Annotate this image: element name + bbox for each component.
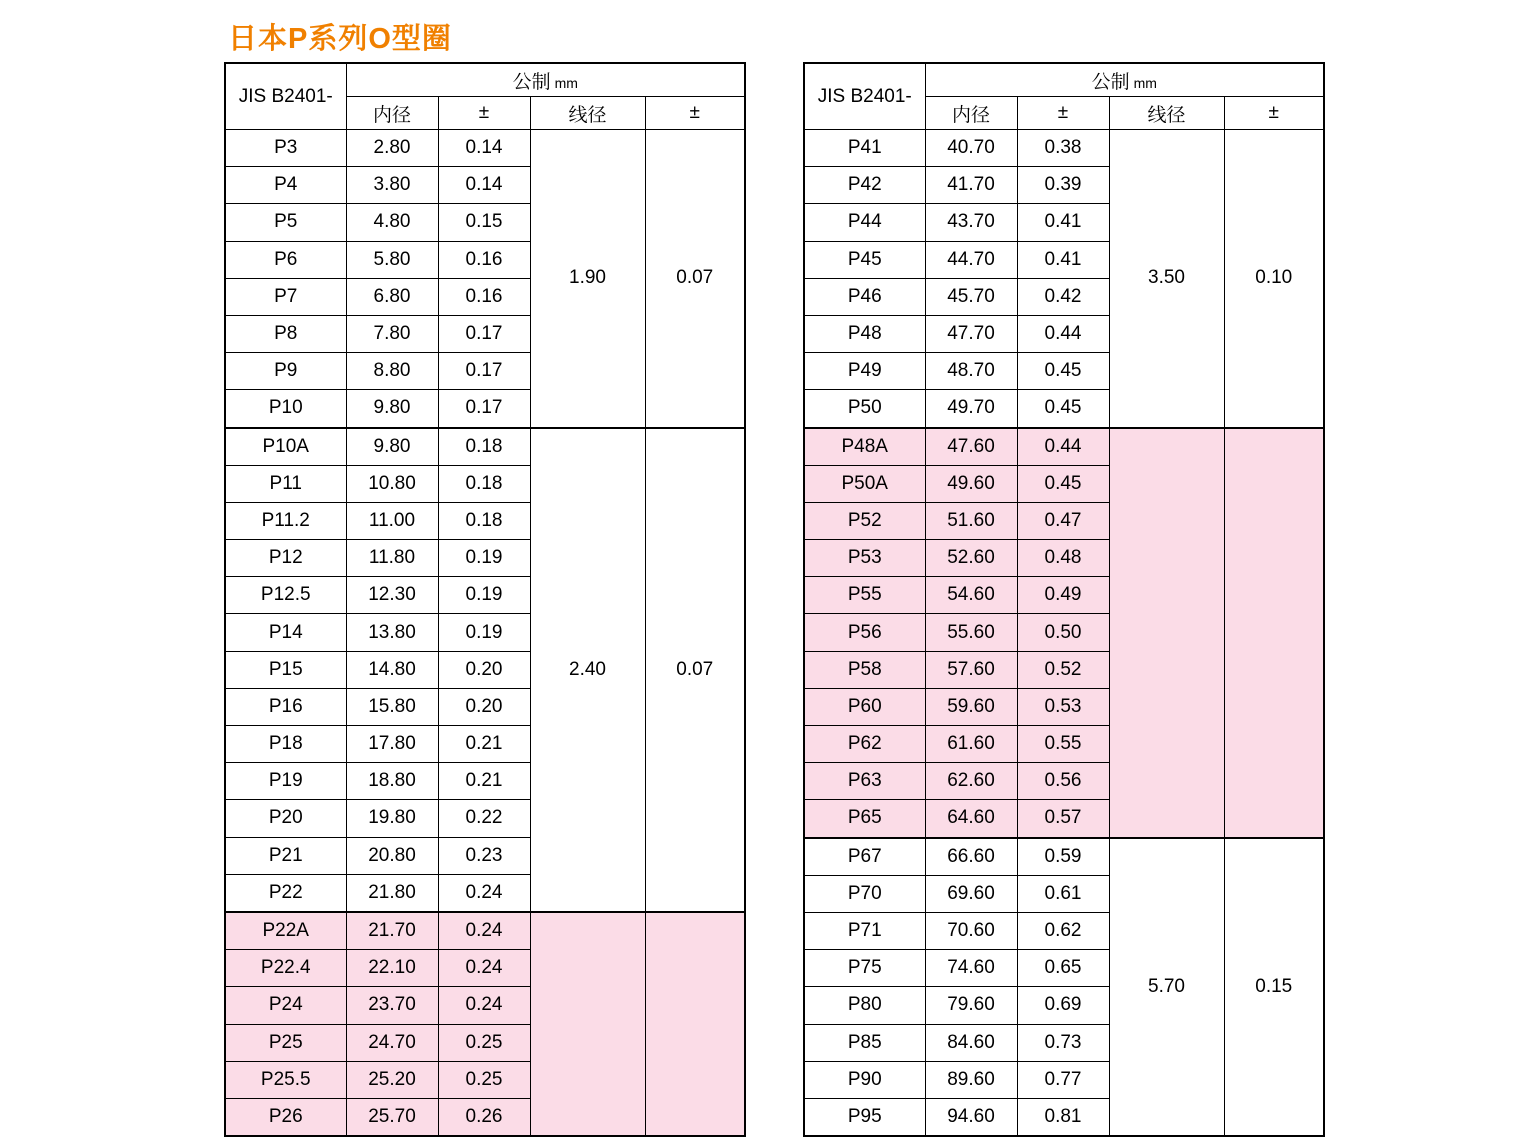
cell-id-tolerance: 0.17: [438, 353, 530, 390]
cell-id-tolerance: 0.49: [1017, 577, 1109, 614]
cell-id-tolerance: 0.25: [438, 1061, 530, 1098]
table-row: [225, 130, 745, 167]
cell-code: P11.2: [225, 502, 346, 539]
cell-inner-diameter: 41.70: [925, 167, 1017, 204]
cell-id-tolerance: 0.18: [438, 465, 530, 502]
header-wire-tolerance-left: ±: [645, 97, 745, 130]
cell-id-tolerance: 0.14: [438, 167, 530, 204]
cell-id-tolerance: 0.18: [438, 502, 530, 539]
cell-code: P55: [804, 577, 925, 614]
cell-wire-diameter: 3.50: [1109, 130, 1224, 428]
cell-code: P62: [804, 726, 925, 763]
cell-code: P48: [804, 315, 925, 352]
cell-id-tolerance: 0.38: [1017, 130, 1109, 167]
cell-inner-diameter: 84.60: [925, 1024, 1017, 1061]
cell-code: P25.5: [225, 1061, 346, 1098]
cell-id-tolerance: 0.26: [438, 1098, 530, 1136]
cell-inner-diameter: 9.80: [346, 390, 438, 428]
cell-id-tolerance: 0.22: [438, 800, 530, 837]
cell-code: P24: [225, 987, 346, 1024]
cell-inner-diameter: 19.80: [346, 800, 438, 837]
cell-code: P70: [804, 875, 925, 912]
table-body-right: [804, 130, 1324, 1137]
cell-code: P95: [804, 1098, 925, 1136]
cell-inner-diameter: 52.60: [925, 540, 1017, 577]
cell-code: P9: [225, 353, 346, 390]
cell-code: P12.5: [225, 577, 346, 614]
cell-code: P16: [225, 688, 346, 725]
cell-code: P22A: [225, 912, 346, 950]
cell-code: P52: [804, 502, 925, 539]
header-id-tolerance-left: ±: [438, 97, 530, 130]
cell-inner-diameter: 17.80: [346, 726, 438, 763]
table-row: [804, 130, 1324, 167]
cell-id-tolerance: 0.69: [1017, 987, 1109, 1024]
cell-id-tolerance: 0.44: [1017, 428, 1109, 466]
cell-code: P75: [804, 950, 925, 987]
cell-inner-diameter: 9.80: [346, 428, 438, 466]
cell-code: P11: [225, 465, 346, 502]
cell-inner-diameter: 61.60: [925, 726, 1017, 763]
cell-id-tolerance: 0.24: [438, 950, 530, 987]
header-inner-diameter-left: 内径: [346, 97, 438, 130]
cell-code: P71: [804, 912, 925, 949]
table-header-left: [225, 63, 745, 130]
header-id-tolerance-right: ±: [1017, 97, 1109, 130]
cell-id-tolerance: 0.17: [438, 315, 530, 352]
cell-id-tolerance: 0.16: [438, 278, 530, 315]
cell-inner-diameter: 11.80: [346, 540, 438, 577]
cell-inner-diameter: 8.80: [346, 353, 438, 390]
cell-code: P26: [225, 1098, 346, 1136]
cell-code: P90: [804, 1061, 925, 1098]
page-title: 日本P系列O型圈: [228, 23, 452, 55]
cell-wire-diameter: 5.70: [1109, 838, 1224, 1137]
cell-code: P25: [225, 1024, 346, 1061]
cell-code: P10A: [225, 428, 346, 466]
cell-code: P7: [225, 278, 346, 315]
cell-inner-diameter: 45.70: [925, 278, 1017, 315]
cell-id-tolerance: 0.48: [1017, 540, 1109, 577]
cell-code: P65: [804, 800, 925, 838]
cell-inner-diameter: 54.60: [925, 577, 1017, 614]
cell-wire-diameter: 1.90: [530, 130, 645, 428]
cell-id-tolerance: 0.45: [1017, 465, 1109, 502]
cell-code: P10: [225, 390, 346, 428]
cell-code: P12: [225, 540, 346, 577]
cell-code: P67: [804, 838, 925, 876]
table-row: [804, 428, 1324, 466]
cell-code: P46: [804, 278, 925, 315]
cell-id-tolerance: 0.15: [438, 204, 530, 241]
cell-id-tolerance: 0.25: [438, 1024, 530, 1061]
cell-id-tolerance: 0.24: [438, 874, 530, 912]
cell-inner-diameter: 24.70: [346, 1024, 438, 1061]
cell-code: P45: [804, 241, 925, 278]
cell-inner-diameter: 59.60: [925, 688, 1017, 725]
cell-code: P5: [225, 204, 346, 241]
oring-table-right: [803, 62, 1325, 1137]
cell-code: P22: [225, 874, 346, 912]
table-row: [804, 838, 1324, 876]
cell-code: P42: [804, 167, 925, 204]
cell-code: P18: [225, 726, 346, 763]
cell-id-tolerance: 0.73: [1017, 1024, 1109, 1061]
cell-code: P22.4: [225, 950, 346, 987]
cell-inner-diameter: 22.10: [346, 950, 438, 987]
header-wire-diameter-right: 线径: [1109, 97, 1224, 130]
cell-inner-diameter: 62.60: [925, 763, 1017, 800]
cell-inner-diameter: 43.70: [925, 204, 1017, 241]
cell-id-tolerance: 0.41: [1017, 204, 1109, 241]
cell-inner-diameter: 2.80: [346, 130, 438, 167]
cell-code: P19: [225, 763, 346, 800]
cell-code: P63: [804, 763, 925, 800]
cell-inner-diameter: 57.60: [925, 651, 1017, 688]
cell-id-tolerance: 0.53: [1017, 688, 1109, 725]
cell-inner-diameter: 47.60: [925, 428, 1017, 466]
cell-code: P6: [225, 241, 346, 278]
cell-code: P53: [804, 540, 925, 577]
cell-code: P44: [804, 204, 925, 241]
header-wire-tolerance-right: ±: [1224, 97, 1324, 130]
cell-id-tolerance: 0.44: [1017, 315, 1109, 352]
cell-inner-diameter: 14.80: [346, 651, 438, 688]
cell-inner-diameter: 12.30: [346, 577, 438, 614]
cell-id-tolerance: 0.17: [438, 390, 530, 428]
cell-code: P49: [804, 353, 925, 390]
header-metric-unit: mm: [1133, 74, 1157, 91]
cell-id-tolerance: 0.20: [438, 651, 530, 688]
table-row: [225, 428, 745, 466]
cell-inner-diameter: 5.80: [346, 241, 438, 278]
cell-code: P56: [804, 614, 925, 651]
cell-code: P80: [804, 987, 925, 1024]
header-wire-diameter-left: 线径: [530, 97, 645, 130]
cell-inner-diameter: 89.60: [925, 1061, 1017, 1098]
cell-inner-diameter: 11.00: [346, 502, 438, 539]
cell-id-tolerance: 0.23: [438, 837, 530, 874]
cell-code: P48A: [804, 428, 925, 466]
cell-inner-diameter: 7.80: [346, 315, 438, 352]
cell-inner-diameter: 47.70: [925, 315, 1017, 352]
cell-inner-diameter: 44.70: [925, 241, 1017, 278]
table-body-left: [225, 130, 745, 1137]
cell-id-tolerance: 0.77: [1017, 1061, 1109, 1098]
cell-code: P4: [225, 167, 346, 204]
cell-inner-diameter: 20.80: [346, 837, 438, 874]
cell-inner-diameter: 25.20: [346, 1061, 438, 1098]
cell-wire-tolerance: [1224, 428, 1324, 838]
cell-inner-diameter: 25.70: [346, 1098, 438, 1136]
cell-inner-diameter: 4.80: [346, 204, 438, 241]
cell-inner-diameter: 13.80: [346, 614, 438, 651]
table-row: [225, 912, 745, 950]
cell-inner-diameter: 3.80: [346, 167, 438, 204]
cell-inner-diameter: 49.70: [925, 390, 1017, 428]
cell-inner-diameter: 23.70: [346, 987, 438, 1024]
left-table-holder: [224, 62, 746, 1137]
cell-code: P85: [804, 1024, 925, 1061]
cell-code: P60: [804, 688, 925, 725]
cell-inner-diameter: 51.60: [925, 502, 1017, 539]
cell-inner-diameter: 69.60: [925, 875, 1017, 912]
cell-code: P50: [804, 390, 925, 428]
oring-table-left: [224, 62, 746, 1137]
cell-inner-diameter: 55.60: [925, 614, 1017, 651]
cell-id-tolerance: 0.39: [1017, 167, 1109, 204]
cell-id-tolerance: 0.81: [1017, 1098, 1109, 1136]
cell-code: P8: [225, 315, 346, 352]
cell-id-tolerance: 0.47: [1017, 502, 1109, 539]
cell-inner-diameter: 18.80: [346, 763, 438, 800]
cell-id-tolerance: 0.14: [438, 130, 530, 167]
cell-id-tolerance: 0.20: [438, 688, 530, 725]
cell-inner-diameter: 64.60: [925, 800, 1017, 838]
cell-wire-tolerance: 0.10: [1224, 130, 1324, 428]
cell-id-tolerance: 0.52: [1017, 651, 1109, 688]
cell-id-tolerance: 0.59: [1017, 838, 1109, 876]
cell-inner-diameter: 21.80: [346, 874, 438, 912]
cell-inner-diameter: 94.60: [925, 1098, 1017, 1136]
header-metric-left: [346, 63, 745, 97]
cell-id-tolerance: 0.50: [1017, 614, 1109, 651]
cell-id-tolerance: 0.61: [1017, 875, 1109, 912]
header-metric-unit: mm: [554, 74, 578, 91]
header-inner-diameter-right: 内径: [925, 97, 1017, 130]
cell-code: P14: [225, 614, 346, 651]
cell-code: P3: [225, 130, 346, 167]
cell-wire-tolerance: 0.15: [1224, 838, 1324, 1137]
cell-id-tolerance: 0.45: [1017, 390, 1109, 428]
cell-inner-diameter: 10.80: [346, 465, 438, 502]
cell-code: P21: [225, 837, 346, 874]
cell-id-tolerance: 0.16: [438, 241, 530, 278]
header-code-right: JIS B2401-: [804, 63, 925, 130]
cell-id-tolerance: 0.57: [1017, 800, 1109, 838]
cell-id-tolerance: 0.42: [1017, 278, 1109, 315]
cell-id-tolerance: 0.18: [438, 428, 530, 466]
cell-code: P50A: [804, 465, 925, 502]
header-metric-label: 公制: [512, 71, 551, 93]
cell-id-tolerance: 0.65: [1017, 950, 1109, 987]
cell-id-tolerance: 0.56: [1017, 763, 1109, 800]
cell-code: P20: [225, 800, 346, 837]
cell-wire-tolerance: 0.07: [645, 130, 745, 428]
right-table-holder: [803, 62, 1325, 1137]
cell-id-tolerance: 0.45: [1017, 353, 1109, 390]
cell-inner-diameter: 15.80: [346, 688, 438, 725]
cell-code: P15: [225, 651, 346, 688]
cell-id-tolerance: 0.21: [438, 726, 530, 763]
cell-inner-diameter: 79.60: [925, 987, 1017, 1024]
cell-code: P41: [804, 130, 925, 167]
cell-inner-diameter: 40.70: [925, 130, 1017, 167]
cell-inner-diameter: 66.60: [925, 838, 1017, 876]
cell-id-tolerance: 0.41: [1017, 241, 1109, 278]
cell-wire-tolerance: [645, 912, 745, 1136]
cell-inner-diameter: 70.60: [925, 912, 1017, 949]
header-code-left: JIS B2401-: [225, 63, 346, 130]
table-header-right: [804, 63, 1324, 130]
cell-inner-diameter: 6.80: [346, 278, 438, 315]
cell-inner-diameter: 48.70: [925, 353, 1017, 390]
cell-inner-diameter: 21.70: [346, 912, 438, 950]
cell-wire-tolerance: 0.07: [645, 428, 745, 912]
cell-id-tolerance: 0.19: [438, 614, 530, 651]
header-metric-label: 公制: [1091, 71, 1130, 93]
cell-code: P58: [804, 651, 925, 688]
cell-inner-diameter: 49.60: [925, 465, 1017, 502]
cell-id-tolerance: 0.55: [1017, 726, 1109, 763]
cell-id-tolerance: 0.19: [438, 540, 530, 577]
cell-id-tolerance: 0.24: [438, 912, 530, 950]
cell-wire-diameter: 2.40: [530, 428, 645, 912]
header-metric-right: [925, 63, 1324, 97]
cell-id-tolerance: 0.62: [1017, 912, 1109, 949]
cell-inner-diameter: 74.60: [925, 950, 1017, 987]
cell-wire-diameter: [530, 912, 645, 1136]
cell-wire-diameter: [1109, 428, 1224, 838]
cell-id-tolerance: 0.19: [438, 577, 530, 614]
cell-id-tolerance: 0.24: [438, 987, 530, 1024]
cell-id-tolerance: 0.21: [438, 763, 530, 800]
